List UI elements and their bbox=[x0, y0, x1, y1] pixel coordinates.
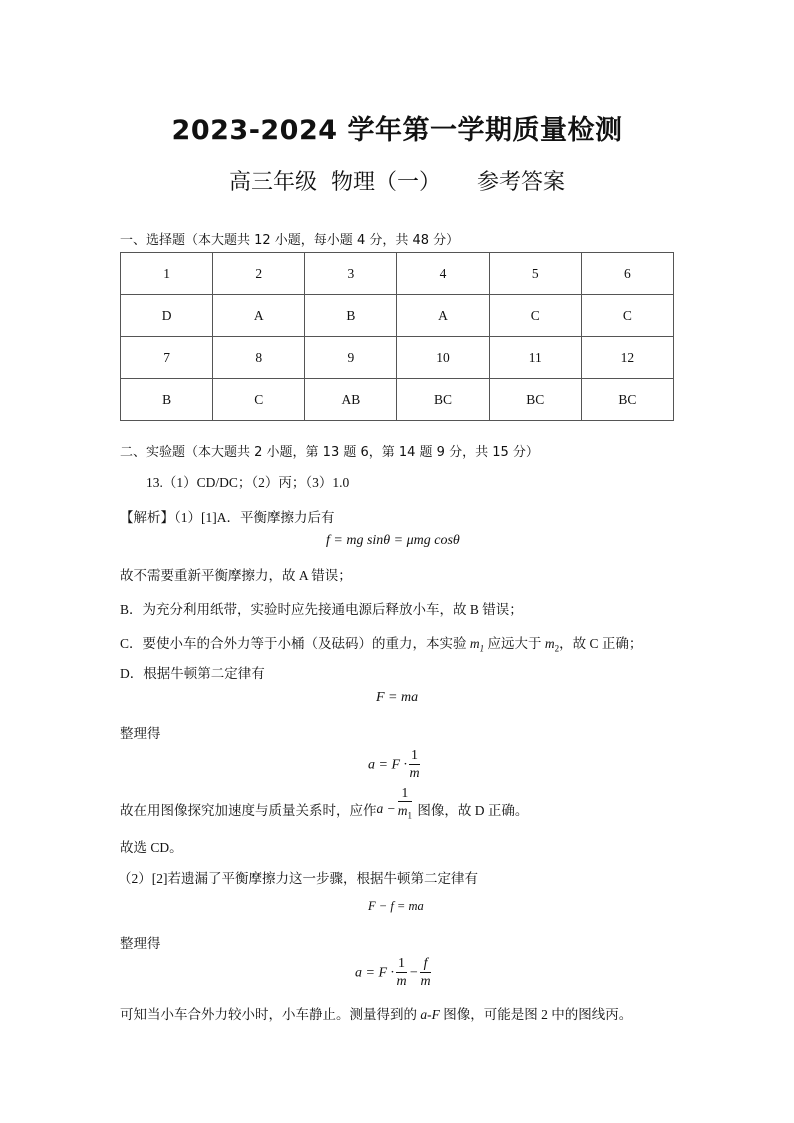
question-number-cell: 6 bbox=[581, 253, 673, 295]
question-number-cell: 12 bbox=[581, 337, 673, 379]
fraction-numerator: 1 bbox=[411, 748, 418, 763]
answer-cell: A bbox=[397, 295, 489, 337]
line4-text-b: 应远大于 bbox=[484, 636, 545, 651]
answer-cell: B bbox=[121, 379, 213, 421]
line7-text-a: 故在用图像探究加速度与质量关系时，应作 bbox=[120, 802, 377, 818]
line7-text-b: 图像，故 D 正确。 bbox=[414, 802, 529, 818]
fraction-denominator: m bbox=[409, 766, 420, 781]
section1-heading: 一、选择题（本大题共 12 小题，每小题 4 分，共 48 分） bbox=[120, 233, 460, 248]
analysis-line-5: D．根据牛顿第二定律有 bbox=[120, 666, 265, 681]
analysis-line-1: 【解析】（1）[1]A．平衡摩擦力后有 bbox=[120, 510, 335, 525]
eq3-left: a = F · bbox=[368, 757, 407, 773]
denominator-m: m bbox=[397, 803, 408, 818]
equation-a-with-friction bbox=[355, 956, 433, 991]
analysis-line-6: 整理得 bbox=[120, 726, 161, 741]
analysis-line-7 bbox=[120, 785, 529, 825]
symbol-a-F: a-F bbox=[420, 1007, 440, 1022]
line4-text-a: C．要使小车的合外力等于小桶（及砝码）的重力，本实验 bbox=[120, 636, 470, 651]
answer-cell: C bbox=[213, 379, 305, 421]
question-number-cell: 7 bbox=[121, 337, 213, 379]
fraction bbox=[420, 956, 430, 991]
question-number-cell: 9 bbox=[305, 337, 397, 379]
line4-text-c: ，故 C 正确； bbox=[559, 636, 643, 651]
answer-cell: BC bbox=[397, 379, 489, 421]
answer-cell: D bbox=[121, 295, 213, 337]
fraction-denominator bbox=[398, 802, 412, 825]
q13-answer: 13.（1）CD/DC；（2）丙；（3）1.0 bbox=[146, 475, 350, 490]
answer-cell: AB bbox=[305, 379, 397, 421]
fraction-denominator: m bbox=[396, 974, 407, 989]
answer-row bbox=[121, 295, 674, 337]
line7-eq-left: a − bbox=[376, 800, 396, 816]
document-subtitle bbox=[0, 165, 794, 196]
answer-cell: C bbox=[581, 295, 673, 337]
fraction-denominator: m bbox=[420, 974, 431, 989]
analysis-line-8: 故选 CD。 bbox=[120, 840, 183, 855]
question-number-cell: 11 bbox=[489, 337, 581, 379]
answer-cell: C bbox=[489, 295, 581, 337]
symbol-m1: m bbox=[469, 636, 480, 651]
denominator-sub: 1 bbox=[407, 810, 412, 821]
symbol-m2-sub: 2 bbox=[554, 643, 560, 654]
symbol-m2: m bbox=[544, 636, 555, 651]
fraction-numerator: 1 bbox=[398, 785, 412, 802]
fraction-numerator: f bbox=[420, 956, 430, 973]
analysis-line-3: B．为充分利用纸带，实验时应先接通电源后释放小车，故 B 错误； bbox=[120, 602, 523, 617]
fraction bbox=[398, 785, 412, 825]
question-number-row bbox=[121, 337, 674, 379]
analysis-line-11 bbox=[120, 1003, 632, 1023]
equation-newton: F = ma bbox=[376, 690, 419, 705]
analysis-line-4 bbox=[120, 632, 642, 654]
analysis-line-2: 故不需要重新平衡摩擦力，故 A 错误； bbox=[120, 568, 352, 583]
answer-cell: B bbox=[305, 295, 397, 337]
eq5-minus: − bbox=[409, 965, 419, 981]
question-number-row bbox=[121, 253, 674, 295]
question-number-cell: 10 bbox=[397, 337, 489, 379]
answer-row bbox=[121, 379, 674, 421]
question-number-cell: 8 bbox=[213, 337, 305, 379]
document-title: 2023-2024 学年第一学期质量检测 bbox=[171, 115, 623, 146]
answer-cell: A bbox=[213, 295, 305, 337]
equation-newton-friction: F − f = ma bbox=[368, 899, 424, 913]
answer-table bbox=[120, 252, 674, 421]
question-number-cell: 5 bbox=[489, 253, 581, 295]
answer-cell: BC bbox=[489, 379, 581, 421]
question-number-cell: 3 bbox=[305, 253, 397, 295]
subtitle-answer-key: 参考答案 bbox=[476, 170, 565, 195]
fraction bbox=[409, 748, 420, 783]
section2-heading: 二、实验题（本大题共 2 小题，第 13 题 6，第 14 题 9 分，共 15 分） bbox=[120, 445, 539, 460]
question-number-cell: 4 bbox=[397, 253, 489, 295]
analysis-line-10: 整理得 bbox=[120, 936, 161, 951]
answer-cell: BC bbox=[581, 379, 673, 421]
equation-friction: f = mg sinθ = μmg cosθ bbox=[326, 533, 460, 548]
fraction bbox=[396, 956, 407, 991]
equation-a-f-over-m bbox=[368, 748, 422, 783]
line11-text-a: 可知当小车合外力较小时，小车静止。测量得到的 bbox=[120, 1007, 421, 1022]
eq5-left: a = F · bbox=[355, 965, 394, 981]
question-number-cell: 2 bbox=[213, 253, 305, 295]
line11-text-b: 图像，可能是图 2 中的图线丙。 bbox=[439, 1007, 633, 1022]
subtitle-subject: 高三年级 物理（一） bbox=[228, 170, 441, 195]
fraction-numerator: 1 bbox=[398, 956, 405, 971]
symbol-m1-sub: 1 bbox=[479, 643, 485, 654]
analysis-line-9: （2）[2]若遗漏了平衡摩擦力这一步骤，根据牛顿第二定律有 bbox=[118, 871, 478, 886]
question-number-cell: 1 bbox=[121, 253, 213, 295]
